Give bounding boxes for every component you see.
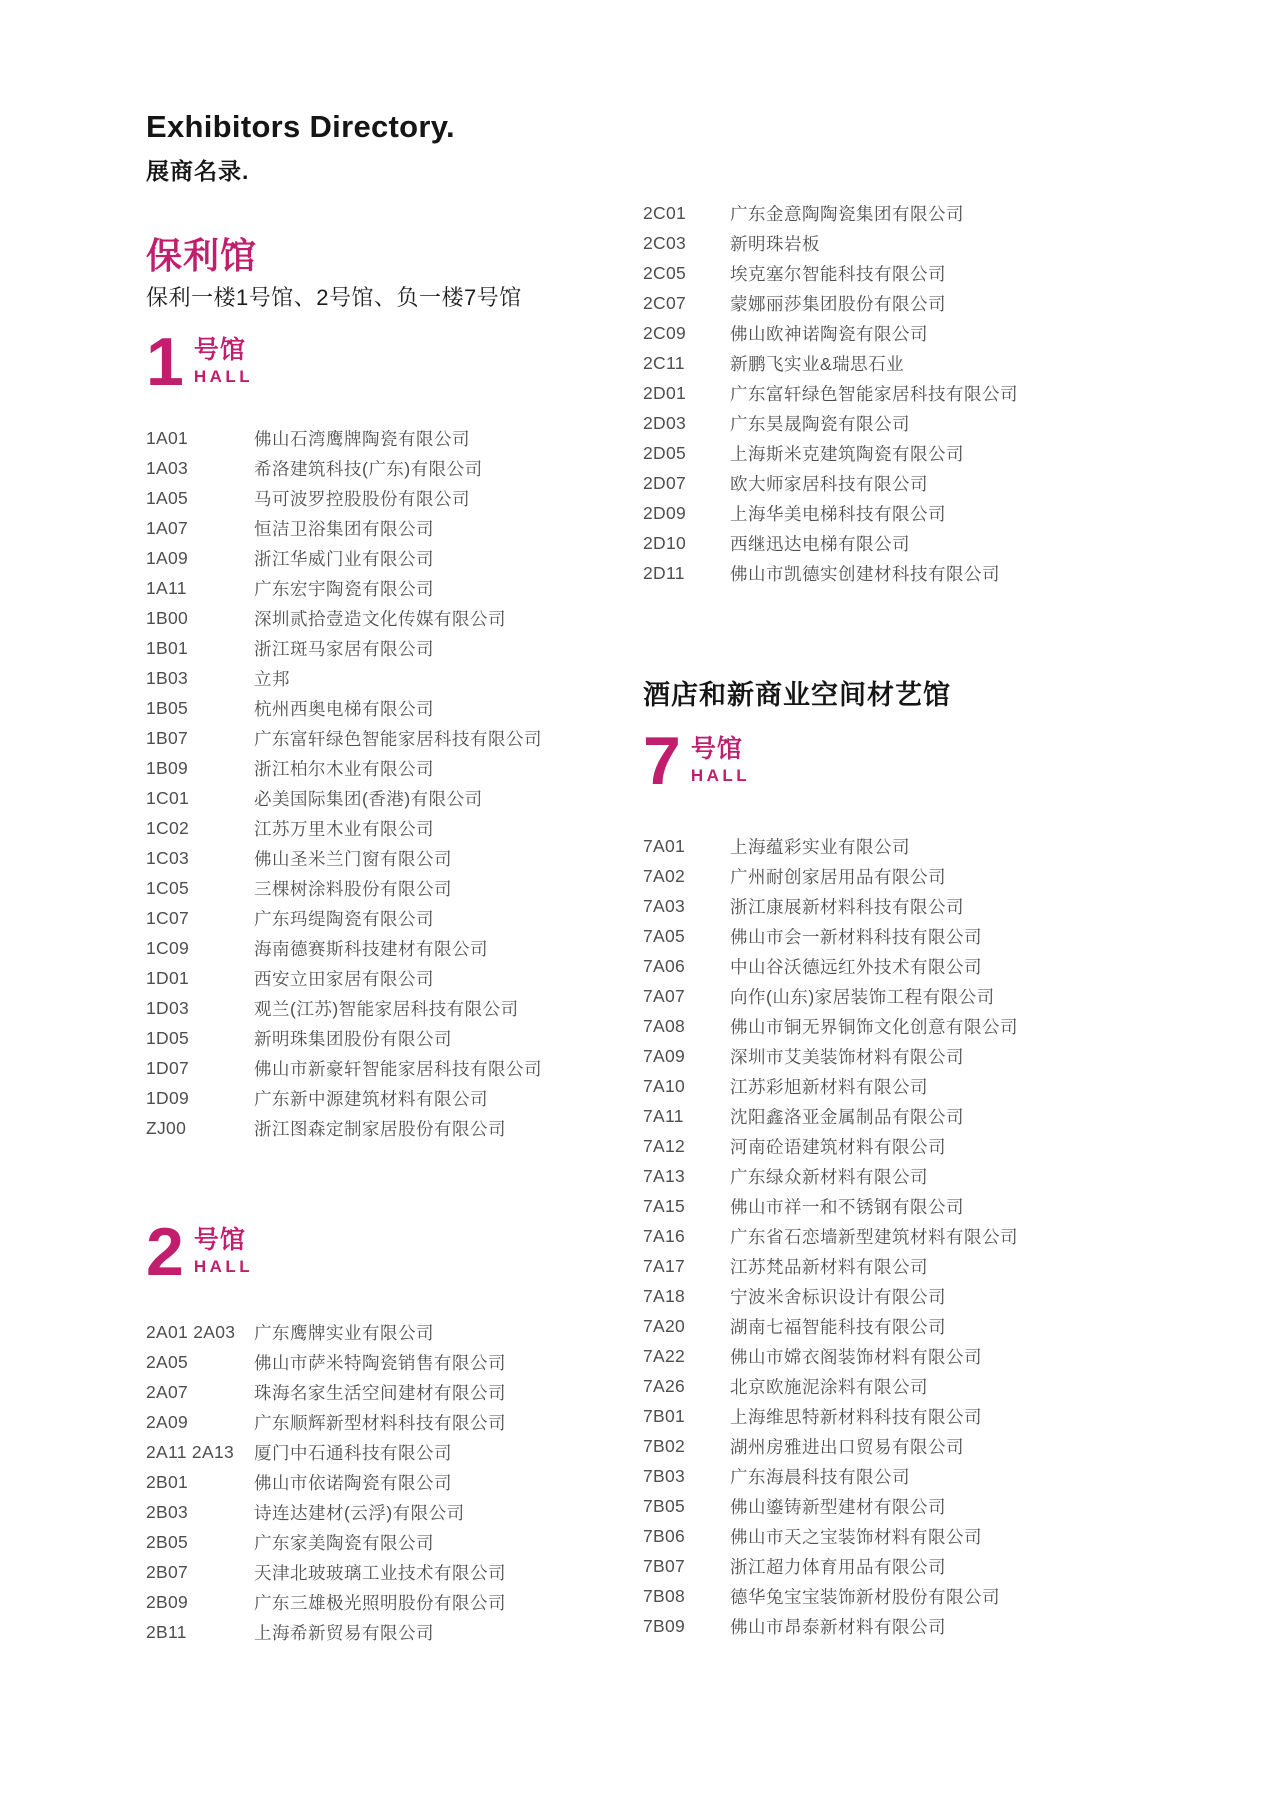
exhibitor-row xyxy=(146,963,616,993)
exhibitor-row xyxy=(146,1317,616,1347)
page-header xyxy=(146,110,455,186)
exhibitor-row xyxy=(643,862,1183,892)
hall-7-label-zh: 号馆 xyxy=(690,734,743,763)
exhibitor-row xyxy=(146,1053,616,1083)
exhibitor-row xyxy=(643,1492,1183,1522)
exhibitor-row xyxy=(146,423,616,453)
company-name: 天津北玻玻璃工业技术有限公司 xyxy=(254,1562,506,1583)
company-name: 恒洁卫浴集团有限公司 xyxy=(254,518,434,539)
booth-code: 7A26 xyxy=(643,1376,686,1397)
company-name: 上海希新贸易有限公司 xyxy=(254,1622,434,1643)
company-name: 佛山市会一新材料科技有限公司 xyxy=(730,927,982,948)
booth-code: 1D01 xyxy=(146,967,190,988)
exhibitor-row xyxy=(643,1132,1183,1162)
company-name: 埃克塞尔智能科技有限公司 xyxy=(730,263,946,284)
company-name: 立邦 xyxy=(254,668,290,689)
company-name: 新明珠岩板 xyxy=(730,233,820,254)
exhibitor-row xyxy=(643,228,1183,258)
company-name: 佛山市凯德实创建材科技有限公司 xyxy=(730,563,1000,584)
company-name: 广东三雄极光照明股份有限公司 xyxy=(254,1592,506,1613)
company-name: 新鹏飞实业&瑞思石业 xyxy=(730,353,905,374)
exhibitor-row xyxy=(643,982,1183,1012)
booth-code: 2D05 xyxy=(643,442,687,463)
company-name: 河南砼语建筑材料有限公司 xyxy=(730,1137,946,1158)
booth-code: 1A05 xyxy=(146,487,189,508)
hall-7-labels xyxy=(691,735,750,786)
venue-subtitle: 保利一楼1号馆、2号馆、负一楼7号馆 xyxy=(146,284,522,310)
company-name: 浙江柏尔木业有限公司 xyxy=(254,758,434,779)
company-name: 杭州西奥电梯有限公司 xyxy=(254,698,434,719)
company-name: 湖南七福智能科技有限公司 xyxy=(730,1317,946,1338)
exhibitor-row xyxy=(643,892,1183,922)
exhibitor-row xyxy=(643,1342,1183,1372)
company-name: 西继迅达电梯有限公司 xyxy=(730,533,910,554)
exhibitor-row xyxy=(146,453,616,483)
booth-code: 2D10 xyxy=(643,532,687,553)
booth-code: 2B03 xyxy=(146,1501,189,1522)
booth-code: 2B11 xyxy=(146,1621,187,1642)
booth-code: 2A09 xyxy=(146,1411,189,1432)
exhibitor-row xyxy=(643,1312,1183,1342)
hall-1-labels xyxy=(194,336,253,387)
booth-code: 2C09 xyxy=(643,322,687,343)
exhibitor-row xyxy=(146,1557,616,1587)
exhibitor-row xyxy=(643,1192,1183,1222)
hall-1-number: 1 xyxy=(146,324,182,401)
exhibitor-row xyxy=(146,993,616,1023)
booth-code: 7B05 xyxy=(643,1496,686,1517)
booth-code: 7B07 xyxy=(643,1556,686,1577)
hall-7-label-en: HALL xyxy=(690,765,751,785)
company-name: 佛山市新豪轩智能家居科技有限公司 xyxy=(254,1058,542,1079)
exhibitor-row xyxy=(643,1282,1183,1312)
company-name: 深圳市艾美装饰材料有限公司 xyxy=(730,1047,964,1068)
booth-code: 1C09 xyxy=(146,937,190,958)
hall-2-label-zh: 号馆 xyxy=(193,1226,246,1255)
company-name: 深圳贰拾壹造文化传媒有限公司 xyxy=(254,608,506,629)
booth-code: 7A05 xyxy=(643,926,686,947)
hall-7-number: 7 xyxy=(643,722,679,799)
exhibitor-row xyxy=(643,1252,1183,1282)
company-name: 广东新中源建筑材料有限公司 xyxy=(254,1088,488,1109)
exhibitor-row xyxy=(643,1462,1183,1492)
company-name: 浙江华威门业有限公司 xyxy=(254,548,434,569)
company-name: 湖州房雅进出口贸易有限公司 xyxy=(730,1437,964,1458)
booth-code: 2D11 xyxy=(643,562,685,583)
company-name: 广东富轩绿色智能家居科技有限公司 xyxy=(730,383,1018,404)
company-name: 广东宏宇陶瓷有限公司 xyxy=(254,578,434,599)
exhibitor-row xyxy=(146,1377,616,1407)
booth-code: 2B09 xyxy=(146,1591,189,1612)
company-name: 希洛建筑科技(广东)有限公司 xyxy=(254,458,483,479)
booth-code: 2D03 xyxy=(643,412,687,433)
booth-code: 2C05 xyxy=(643,262,687,283)
exhibitor-row xyxy=(146,753,616,783)
exhibitor-row xyxy=(146,933,616,963)
booth-code: 1A07 xyxy=(146,517,189,538)
booth-code: 7A02 xyxy=(643,866,686,887)
company-name: 广东海晨科技有限公司 xyxy=(730,1467,910,1488)
booth-code: 1D09 xyxy=(146,1087,190,1108)
booth-code: 7A22 xyxy=(643,1346,686,1367)
exhibitor-row xyxy=(146,1347,616,1377)
exhibitor-row xyxy=(643,922,1183,952)
exhibitor-row xyxy=(146,633,616,663)
right-column xyxy=(643,198,1183,1642)
company-name: 佛山市昂泰新材料有限公司 xyxy=(730,1617,946,1638)
booth-code: 1A09 xyxy=(146,547,189,568)
company-name: 上海维思特新材料科技有限公司 xyxy=(730,1407,982,1428)
hall-2-exhibitor-list xyxy=(146,1317,616,1647)
exhibitor-row xyxy=(146,693,616,723)
booth-code: 1B09 xyxy=(146,757,189,778)
exhibitor-row xyxy=(643,348,1183,378)
exhibitor-row xyxy=(643,1012,1183,1042)
company-name: 佛山鎏铸新型建材有限公司 xyxy=(730,1497,946,1518)
exhibitor-row xyxy=(643,318,1183,348)
booth-code: 2A07 xyxy=(146,1381,189,1402)
company-name: 广东玛缇陶瓷有限公司 xyxy=(254,908,434,929)
exhibitor-row xyxy=(643,438,1183,468)
booth-code: 7A07 xyxy=(643,986,686,1007)
page-title-zh: 展商名录. xyxy=(146,158,250,185)
booth-code: 2C11 xyxy=(643,352,685,373)
exhibitor-row xyxy=(643,1102,1183,1132)
booth-code: 1A01 xyxy=(146,427,189,448)
booth-code: 1D07 xyxy=(146,1057,190,1078)
booth-code: 2A11 2A13 xyxy=(146,1441,235,1462)
company-name: 中山谷沃德远红外技术有限公司 xyxy=(730,957,982,978)
company-name: 广东省石恋墙新型建筑材料有限公司 xyxy=(730,1227,1018,1248)
hall-1-header xyxy=(146,324,616,401)
company-name: 宁波米舍标识设计有限公司 xyxy=(730,1287,946,1308)
exhibitor-row xyxy=(643,1372,1183,1402)
company-name: 欧大师家居科技有限公司 xyxy=(730,473,928,494)
booth-code: 1B03 xyxy=(146,667,189,688)
hall-1-label-en: HALL xyxy=(193,367,254,387)
booth-code: 1C02 xyxy=(146,817,190,838)
company-name: 江苏万里木业有限公司 xyxy=(254,818,434,839)
company-name: 蒙娜丽莎集团股份有限公司 xyxy=(730,293,946,314)
exhibitor-row xyxy=(146,1467,616,1497)
company-name: 沈阳鑫洛亚金属制品有限公司 xyxy=(730,1107,964,1128)
company-name: 西安立田家居有限公司 xyxy=(254,968,434,989)
exhibitor-row xyxy=(146,483,616,513)
booth-code: 1C01 xyxy=(146,787,190,808)
hall-1-label-zh: 号馆 xyxy=(193,336,246,365)
company-name: 江苏梵品新材料有限公司 xyxy=(730,1257,928,1278)
company-name: 上海蕴彩实业有限公司 xyxy=(730,837,910,858)
exhibitor-row xyxy=(643,1222,1183,1252)
company-name: 厦门中石通科技有限公司 xyxy=(254,1442,452,1463)
booth-code: 2A05 xyxy=(146,1351,189,1372)
exhibitor-row xyxy=(146,723,616,753)
exhibitor-row xyxy=(146,903,616,933)
booth-code: 1D03 xyxy=(146,997,190,1018)
exhibitor-row xyxy=(146,1083,616,1113)
company-name: 佛山市祥一和不锈钢有限公司 xyxy=(730,1197,964,1218)
booth-code: 1B07 xyxy=(146,727,189,748)
company-name: 佛山市嫦衣阁装饰材料有限公司 xyxy=(730,1347,982,1368)
booth-code: 7A17 xyxy=(643,1256,686,1277)
booth-code: 1A11 xyxy=(146,577,187,598)
company-name: 佛山市依诺陶瓷有限公司 xyxy=(254,1472,452,1493)
booth-code: 7A16 xyxy=(643,1226,686,1247)
exhibitor-row xyxy=(643,1582,1183,1612)
company-name: 马可波罗控股股份有限公司 xyxy=(254,488,470,509)
booth-code: 7A20 xyxy=(643,1316,686,1337)
company-name: 广东绿众新材料有限公司 xyxy=(730,1167,928,1188)
exhibitor-row xyxy=(146,603,616,633)
exhibitor-row xyxy=(643,468,1183,498)
company-name: 必美国际集团(香港)有限公司 xyxy=(254,788,483,809)
booth-code: 1C03 xyxy=(146,847,190,868)
booth-code: 1C07 xyxy=(146,907,190,928)
exhibitor-row xyxy=(146,663,616,693)
booth-code: 1C05 xyxy=(146,877,190,898)
company-name: 广东昊晟陶瓷有限公司 xyxy=(730,413,910,434)
company-name: 佛山石湾鹰牌陶瓷有限公司 xyxy=(254,428,470,449)
company-name: 上海华美电梯科技有限公司 xyxy=(730,503,946,524)
exhibitor-row xyxy=(146,1587,616,1617)
booth-code: 1B05 xyxy=(146,697,189,718)
booth-code: 7A03 xyxy=(643,896,686,917)
booth-code: 7B08 xyxy=(643,1586,686,1607)
company-name: 珠海名家生活空间建材有限公司 xyxy=(254,1382,506,1403)
exhibitor-row xyxy=(146,1113,616,1143)
exhibitor-row xyxy=(146,843,616,873)
booth-code: 7B01 xyxy=(643,1406,686,1427)
exhibitor-row xyxy=(643,288,1183,318)
booth-code: 2B05 xyxy=(146,1531,189,1552)
booth-code: 7A09 xyxy=(643,1046,686,1067)
booth-code: 7B02 xyxy=(643,1436,686,1457)
booth-code: 7A08 xyxy=(643,1016,686,1037)
company-name: 德华兔宝宝装饰新材股份有限公司 xyxy=(730,1587,1000,1608)
exhibitor-row xyxy=(146,1527,616,1557)
exhibitor-row xyxy=(146,543,616,573)
company-name: 佛山圣米兰门窗有限公司 xyxy=(254,848,452,869)
company-name: 佛山市萨米特陶瓷销售有限公司 xyxy=(254,1352,506,1373)
exhibitor-row xyxy=(146,873,616,903)
booth-code: 7A12 xyxy=(643,1136,686,1157)
exhibitor-row xyxy=(146,513,616,543)
company-name: 浙江康展新材料科技有限公司 xyxy=(730,897,964,918)
exhibitor-row xyxy=(146,813,616,843)
exhibitor-row xyxy=(643,1042,1183,1072)
company-name: 广州耐创家居用品有限公司 xyxy=(730,867,946,888)
exhibitor-row xyxy=(146,1407,616,1437)
exhibitor-row xyxy=(643,1162,1183,1192)
booth-code: 7A06 xyxy=(643,956,686,977)
hall-2-exhibitor-list-continued xyxy=(643,198,1183,588)
booth-code: 2C03 xyxy=(643,232,687,253)
booth-code: 2D09 xyxy=(643,502,687,523)
exhibitor-row xyxy=(643,378,1183,408)
company-name: 海南德赛斯科技建材有限公司 xyxy=(254,938,488,959)
section-heading: 酒店和新商业空间材艺馆 xyxy=(643,680,951,710)
company-name: 佛山市天之宝装饰材料有限公司 xyxy=(730,1527,982,1548)
company-name: 江苏彩旭新材料有限公司 xyxy=(730,1077,928,1098)
exhibitor-row xyxy=(643,1072,1183,1102)
exhibitor-row xyxy=(643,1402,1183,1432)
hall-2-number: 2 xyxy=(146,1214,182,1291)
hall-7-exhibitor-list xyxy=(643,832,1183,1642)
exhibitor-row xyxy=(643,1552,1183,1582)
booth-code: 7B06 xyxy=(643,1526,686,1547)
booth-code: 1B01 xyxy=(146,637,189,658)
exhibitor-row xyxy=(146,783,616,813)
booth-code: 2C07 xyxy=(643,292,687,313)
booth-code: 1B00 xyxy=(146,607,189,628)
company-name: 佛山欧神诺陶瓷有限公司 xyxy=(730,323,928,344)
booth-code: 2C01 xyxy=(643,202,687,223)
company-name: 上海斯米克建筑陶瓷有限公司 xyxy=(730,443,964,464)
exhibitor-row xyxy=(643,528,1183,558)
booth-code: 7B03 xyxy=(643,1466,686,1487)
company-name: 广东家美陶瓷有限公司 xyxy=(254,1532,434,1553)
booth-code: 7A10 xyxy=(643,1076,686,1097)
exhibitor-row xyxy=(146,1023,616,1053)
exhibitor-row xyxy=(643,558,1183,588)
exhibitor-row xyxy=(146,1437,616,1467)
booth-code: 2D07 xyxy=(643,472,687,493)
company-name: 浙江图森定制家居股份有限公司 xyxy=(254,1118,506,1139)
company-name: 广东顺辉新型材料科技有限公司 xyxy=(254,1412,506,1433)
hall-2-labels xyxy=(194,1226,253,1277)
company-name: 北京欧施泥涂料有限公司 xyxy=(730,1377,928,1398)
exhibitor-row xyxy=(643,1612,1183,1642)
exhibitor-row xyxy=(643,198,1183,228)
exhibitor-row xyxy=(643,498,1183,528)
hall-7-header xyxy=(643,722,1183,799)
hall-1-exhibitor-list xyxy=(146,423,616,1143)
booth-code: 7A11 xyxy=(643,1106,684,1127)
hall-2-header xyxy=(146,1214,616,1291)
booth-code: 7A13 xyxy=(643,1166,686,1187)
exhibitor-row xyxy=(146,1617,616,1647)
booth-code: 1A03 xyxy=(146,457,189,478)
company-name: 诗连达建材(云浮)有限公司 xyxy=(254,1502,465,1523)
exhibitor-row xyxy=(643,1522,1183,1552)
booth-code: 7A15 xyxy=(643,1196,686,1217)
company-name: 佛山市铜无界铜饰文化创意有限公司 xyxy=(730,1017,1018,1038)
booth-code: 2D01 xyxy=(643,382,687,403)
company-name: 广东鹰牌实业有限公司 xyxy=(254,1322,434,1343)
company-name: 三棵树涂料股份有限公司 xyxy=(254,878,452,899)
company-name: 新明珠集团股份有限公司 xyxy=(254,1028,452,1049)
exhibitor-row xyxy=(146,1497,616,1527)
exhibitor-row xyxy=(643,832,1183,862)
company-name: 浙江超力体育用品有限公司 xyxy=(730,1557,946,1578)
booth-code: 7B09 xyxy=(643,1616,686,1637)
booth-code: 1D05 xyxy=(146,1027,190,1048)
booth-code: 7A18 xyxy=(643,1286,686,1307)
exhibitor-row xyxy=(643,952,1183,982)
company-name: 观兰(江苏)智能家居科技有限公司 xyxy=(254,998,519,1019)
exhibitor-row xyxy=(643,258,1183,288)
booth-code: 2B07 xyxy=(146,1561,189,1582)
booth-code: 2B01 xyxy=(146,1471,189,1492)
company-name: 向作(山东)家居装饰工程有限公司 xyxy=(730,987,995,1008)
page-title-en: Exhibitors Directory. xyxy=(146,109,455,144)
exhibitor-row xyxy=(146,573,616,603)
booth-code: 7A01 xyxy=(643,836,686,857)
company-name: 浙江斑马家居有限公司 xyxy=(254,638,434,659)
booth-code: ZJ00 xyxy=(146,1117,187,1138)
booth-code: 2A01 2A03 xyxy=(146,1321,236,1342)
exhibitor-row xyxy=(643,408,1183,438)
venue-title: 保利馆 xyxy=(146,235,258,276)
exhibitor-row xyxy=(643,1432,1183,1462)
company-name: 广东富轩绿色智能家居科技有限公司 xyxy=(254,728,542,749)
company-name: 广东金意陶陶瓷集团有限公司 xyxy=(730,203,964,224)
left-column xyxy=(146,236,616,1647)
hall-2-label-en: HALL xyxy=(193,1257,254,1277)
